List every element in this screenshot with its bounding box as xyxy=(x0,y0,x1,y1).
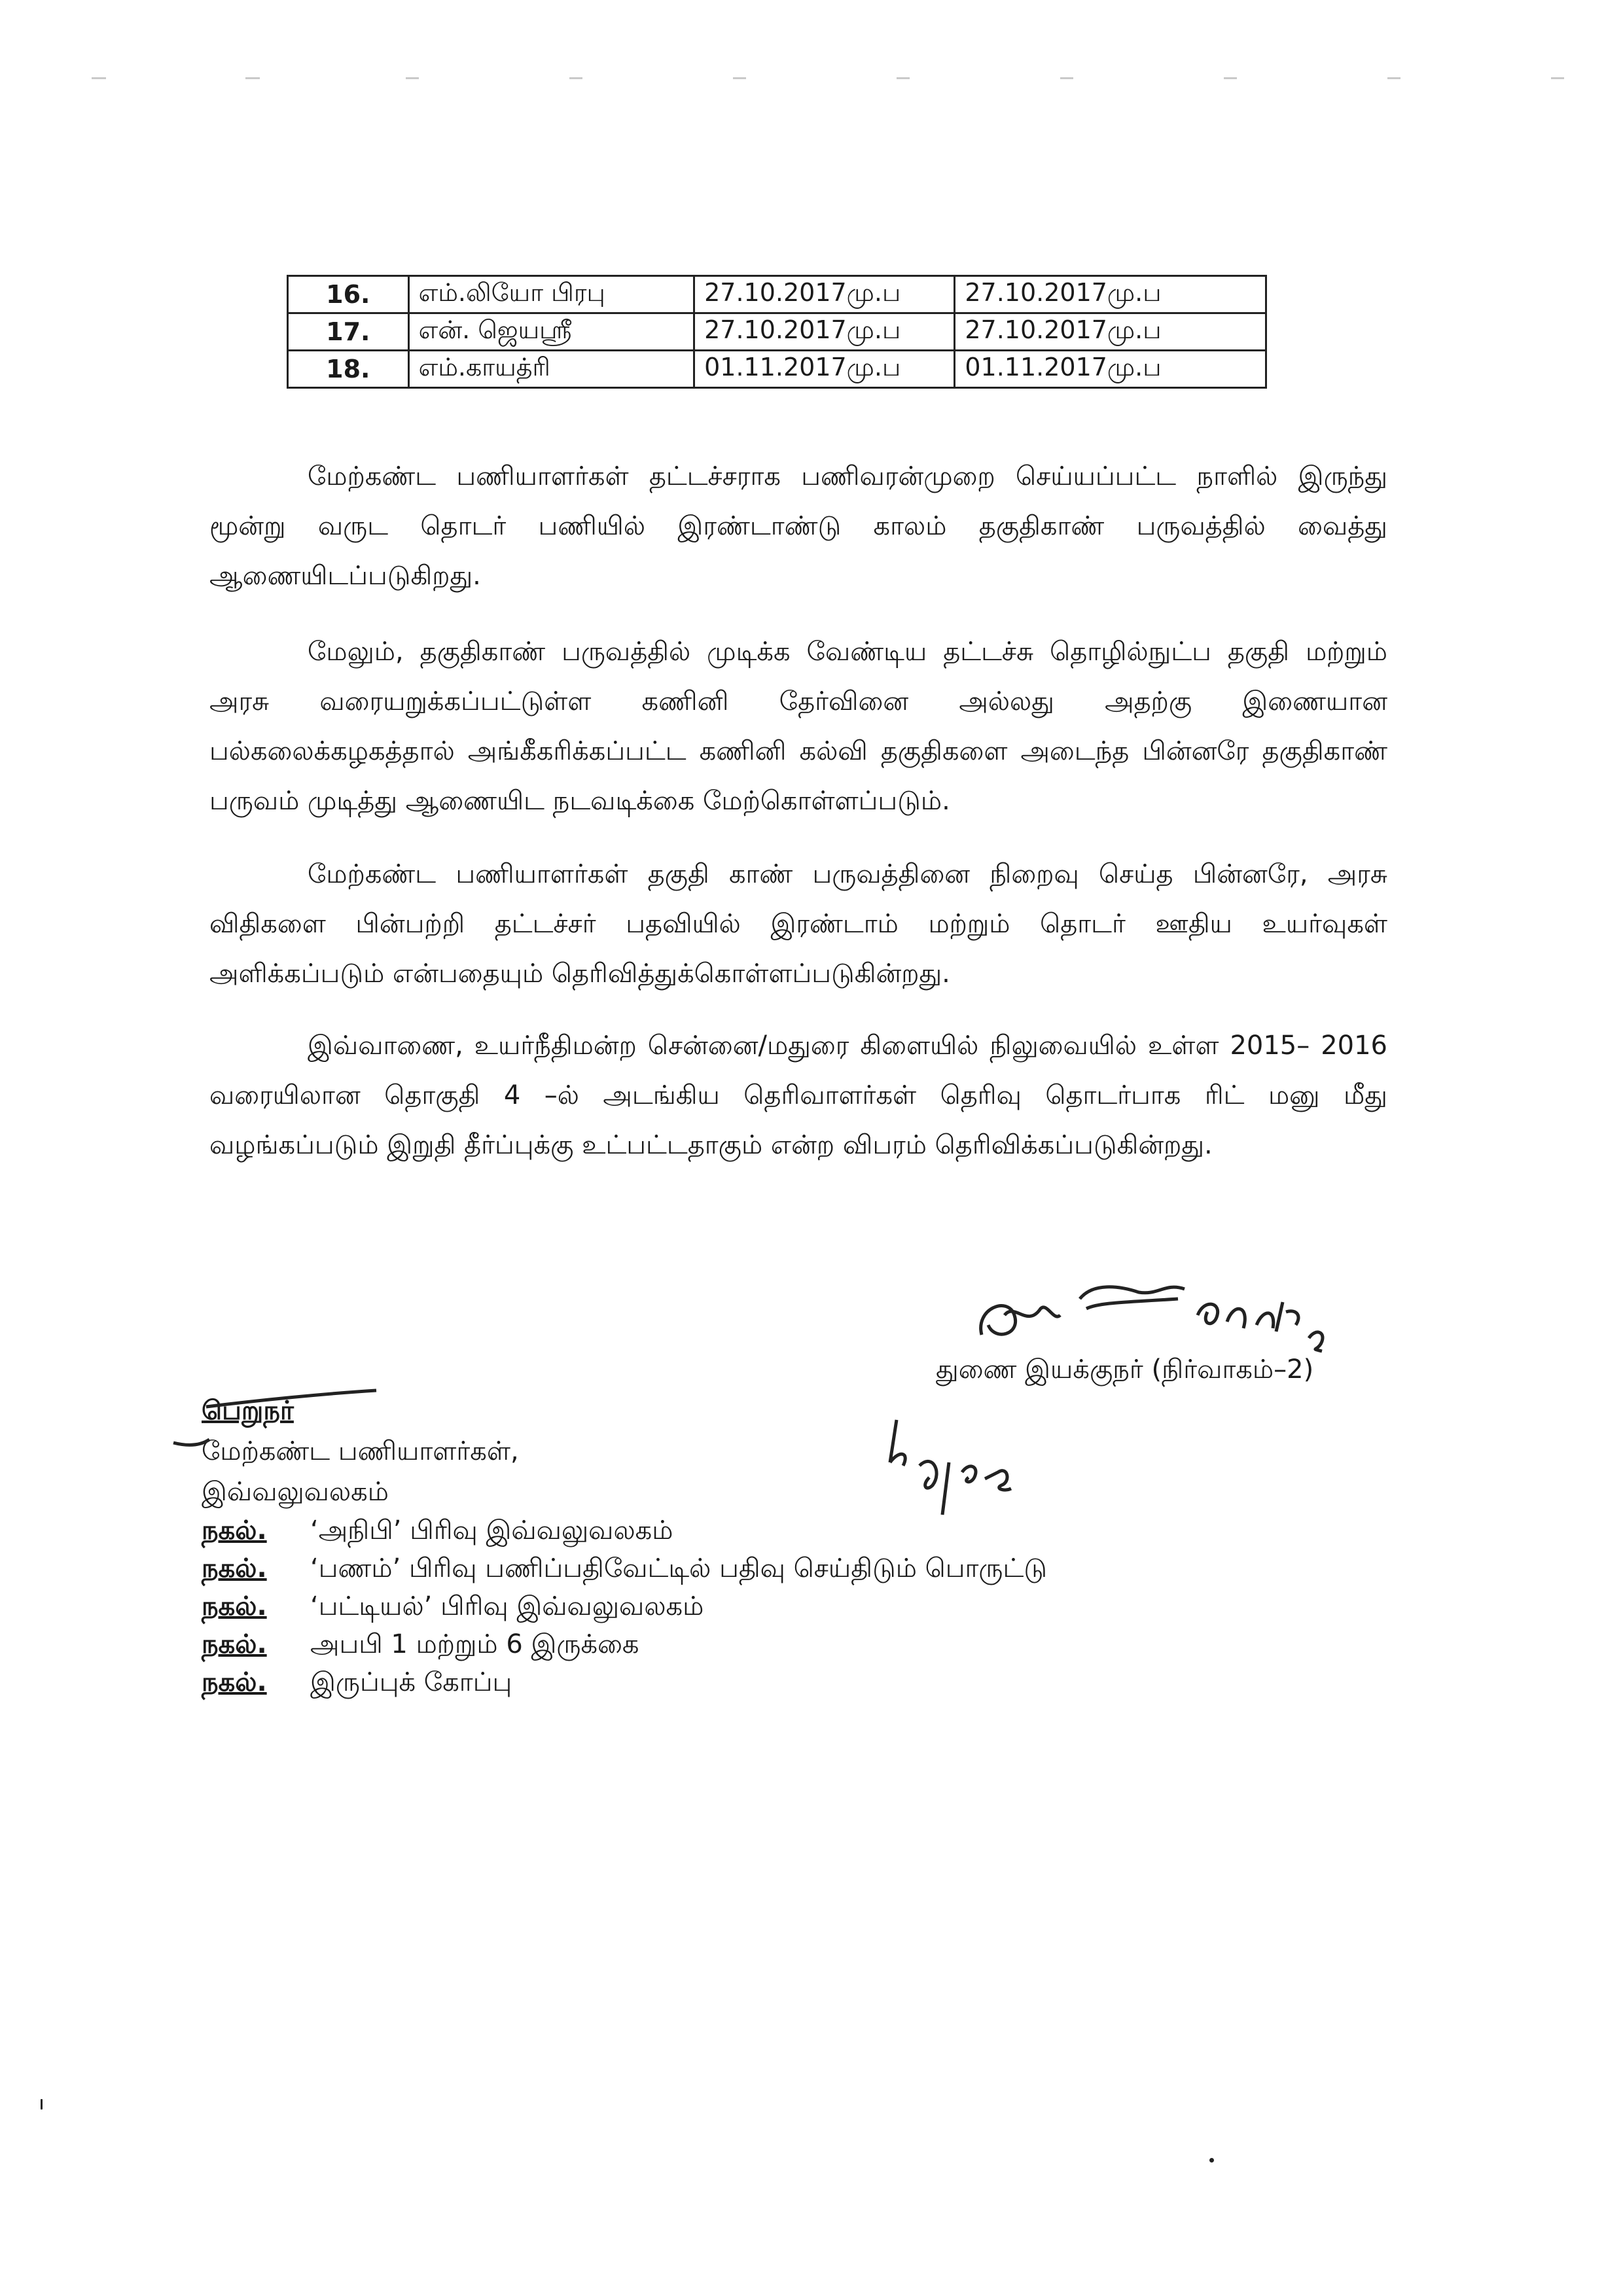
copy-text: ‘பணம்’ பிரிவு பணிப்பதிவேட்டில் பதிவு செய்திடும் பொருட்டு xyxy=(310,1553,1047,1583)
signatory-designation: துணை இயக்குநர் (நிர்வாகம்–2) xyxy=(936,1354,1314,1385)
copy-label: நகல். xyxy=(202,1629,267,1659)
list-item xyxy=(202,1663,1047,1701)
employee-name: என். ஜெயஸ்ரீ xyxy=(408,313,694,351)
pen-stroke-mark xyxy=(160,1381,396,1453)
serial-number: 17. xyxy=(288,313,409,351)
scan-speck xyxy=(1209,2158,1214,2163)
list-item xyxy=(202,1587,1047,1625)
date-cell: 01.11.2017மு.ப xyxy=(694,351,955,388)
scan-mark xyxy=(92,77,106,79)
table-row xyxy=(288,313,1266,351)
list-item xyxy=(202,1625,1047,1663)
table-row xyxy=(288,276,1266,313)
copy-list xyxy=(202,1511,1047,1701)
scan-mark xyxy=(569,77,582,79)
copy-label: நகல். xyxy=(202,1515,267,1545)
paragraph-qualification: மேலும், தகுதிகாண் பருவத்தில் முடிக்க வேண்டிய தட்டச்சு தொழில்நுட்ப தகுதி மற்றும் அரசு வரையறுக்கப்பட்டுள்ள கணினி தேர்வினை அல்லது அதற்கு இணையான பல்கலைக்கழகத்தால் அங்கீகரிக்கப்பட்ட கணினி கல்வி தகுதிகளை அடைந்த பின்னரே தகுதிகாண் பருவம் முடித்து ஆணையிட நடவடிக்கை மேற்கொள்ளப்படும். xyxy=(209,637,1387,816)
date-cell: 27.10.2017மு.ப xyxy=(694,276,955,313)
date-cell: 27.10.2017மு.ப xyxy=(955,313,1266,351)
employee-table xyxy=(287,275,1267,389)
list-item xyxy=(202,1511,1047,1549)
employee-name: எம்.காயத்ரி xyxy=(408,351,694,388)
scan-mark xyxy=(1060,77,1073,79)
handwritten-date-note xyxy=(870,1400,1041,1525)
list-item xyxy=(202,1549,1047,1587)
scan-mark xyxy=(897,77,910,79)
date-cell: 27.10.2017மு.ப xyxy=(955,276,1266,313)
scan-mark xyxy=(733,77,746,79)
recipient-line: இவ்வலுவலகம் xyxy=(202,1477,389,1507)
copy-label: நகல். xyxy=(202,1591,267,1621)
serial-number: 16. xyxy=(288,276,409,313)
scan-mark xyxy=(1551,77,1564,79)
copy-label: நகல். xyxy=(202,1553,267,1583)
paragraph-increment: மேற்கண்ட பணியாளர்கள் தகுதி காண் பருவத்தினை நிறைவு செய்த பின்னரே, அரசு விதிகளை பின்பற்றி தட்டச்சர் பதவியில் இரண்டாம் மற்றும் தொடர் ஊதிய உயர்வுகள் அளிக்கப்படும் என்பதையும் தெரிவித்துக்கொள்ளப்படுகின்றது. xyxy=(209,859,1387,989)
scan-mark xyxy=(406,77,419,79)
scan-mark xyxy=(1224,77,1237,79)
recipient-line: மேற்கண்ட பணியாளர்கள், xyxy=(202,1436,519,1466)
scan-mark xyxy=(245,77,260,79)
handwritten-signature xyxy=(969,1263,1335,1361)
copy-text: ‘பட்டியல்’ பிரிவு இவ்வலுவலகம் xyxy=(310,1591,704,1621)
paragraph-court-case: இவ்வாணை, உயர்நீதிமன்ற சென்னை/மதுரை கிளையில் நிலுவையில் உள்ள 2015– 2016 வரையிலான தொகுதி 4 –ல் அடங்கிய தெரிவாளர்கள் தெரிவு தொடர்பாக ரிட் மனு மீது வழங்கப்படும் இறுதி தீர்ப்புக்கு உட்பட்டதாகும் என்ற விபரம் தெரிவிக்கப்படுகின்றது. xyxy=(209,1031,1387,1160)
paragraph-probation: மேற்கண்ட பணியாளர்கள் தட்டச்சராக பணிவரன்முறை செய்யப்பட்ட நாளில் இருந்து மூன்று வருட தொடர் பணியில் இரண்டாண்டு காலம் தகுதிகாண் பருவத்தில் வைத்து ஆணையிடப்படுகிறது. xyxy=(209,461,1388,591)
table-row xyxy=(288,351,1266,388)
copy-text: அபபி 1 மற்றும் 6 இருக்கை xyxy=(310,1629,639,1659)
scan-mark xyxy=(1387,77,1400,79)
copy-label: நகல். xyxy=(202,1667,267,1697)
date-cell: 01.11.2017மு.ப xyxy=(955,351,1266,388)
recipient-label: பெறுநர் xyxy=(202,1396,294,1426)
serial-number: 18. xyxy=(288,351,409,388)
employee-name: எம்.லியோ பிரபு xyxy=(408,276,694,313)
scan-speck xyxy=(41,2099,43,2110)
date-cell: 27.10.2017மு.ப xyxy=(694,313,955,351)
copy-text: ‘அநிபி’ பிரிவு இவ்வலுவலகம் xyxy=(310,1515,673,1545)
copy-text: இருப்புக் கோப்பு xyxy=(310,1667,512,1697)
